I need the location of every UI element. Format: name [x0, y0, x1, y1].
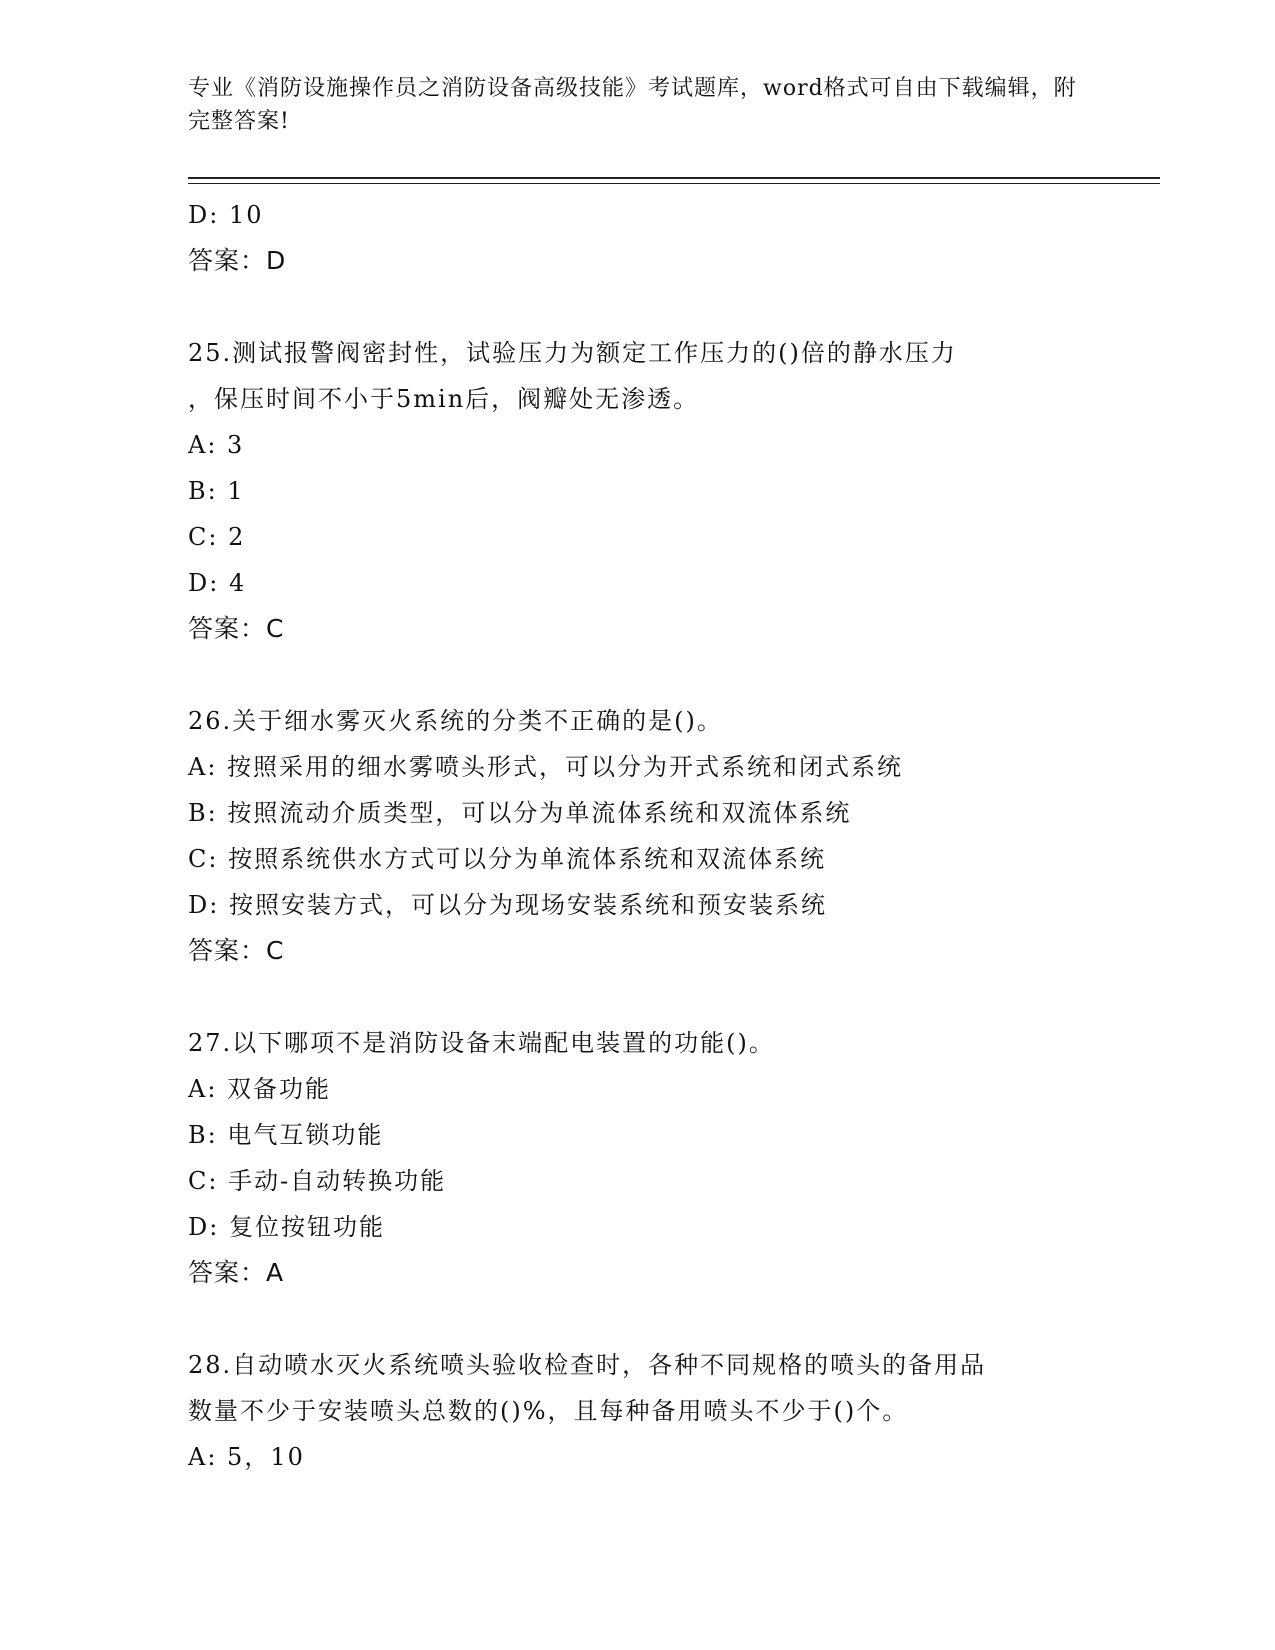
- answer-line: 答案：C: [188, 936, 285, 965]
- option-d: D: 4: [188, 569, 247, 597]
- option-c: C: 2: [188, 523, 246, 551]
- answer-line: 答案：C: [188, 614, 285, 643]
- option-a: A: 按照采用的细水雾喷头形式，可以分为开式系统和闭式系统: [188, 753, 904, 781]
- question-list: [188, 192, 1088, 1480]
- question-text: 28.自动喷水灭火系统喷头验收检查时，各种不同规格的喷头的备用品: [188, 1351, 987, 1379]
- answer-line: 答案：D: [188, 246, 287, 275]
- question-26: [188, 698, 1088, 974]
- option-c: C: 按照系统供水方式可以分为单流体系统和双流体系统: [188, 845, 827, 873]
- header-divider-thick: [188, 177, 1160, 179]
- option-a: A: 5，10: [188, 1443, 305, 1471]
- question-28: [188, 1342, 1088, 1480]
- header-divider-thin: [188, 183, 1160, 184]
- question-27: [188, 1020, 1088, 1296]
- option-d: D: 复位按钮功能: [188, 1213, 385, 1241]
- question-text: 26.关于细水雾灭火系统的分类不正确的是()。: [188, 707, 723, 735]
- option-a: A: 双备功能: [188, 1075, 332, 1103]
- option-c: C: 手动-自动转换功能: [188, 1167, 447, 1195]
- page-header: 专业《消防设施操作员之消防设备高级技能》考试题库，word格式可自由下载编辑，附完整答案!: [188, 76, 1077, 134]
- option-d: D: 按照安装方式，可以分为现场安装系统和预安装系统: [188, 891, 827, 919]
- option-a: A: 3: [188, 431, 245, 459]
- question-text: 27.以下哪项不是消防设备末端配电装置的功能()。: [188, 1029, 775, 1057]
- question-text: 25.测试报警阀密封性，试验压力为额定工作压力的()倍的静水压力: [188, 339, 957, 367]
- option-b: B: 1: [188, 477, 245, 505]
- question-25: [188, 330, 1088, 652]
- option-b: B: 按照流动介质类型，可以分为单流体系统和双流体系统: [188, 799, 852, 827]
- option-d: D: 10: [188, 201, 264, 229]
- answer-line: 答案：A: [188, 1258, 285, 1287]
- question-text-continued: ，保压时间不小于5min后，阀瓣处无渗透。: [188, 385, 700, 413]
- option-b: B: 电气互锁功能: [188, 1121, 384, 1149]
- question-text-continued: 数量不少于安装喷头总数的()%，且每种备用喷头不少于()个。: [188, 1397, 909, 1425]
